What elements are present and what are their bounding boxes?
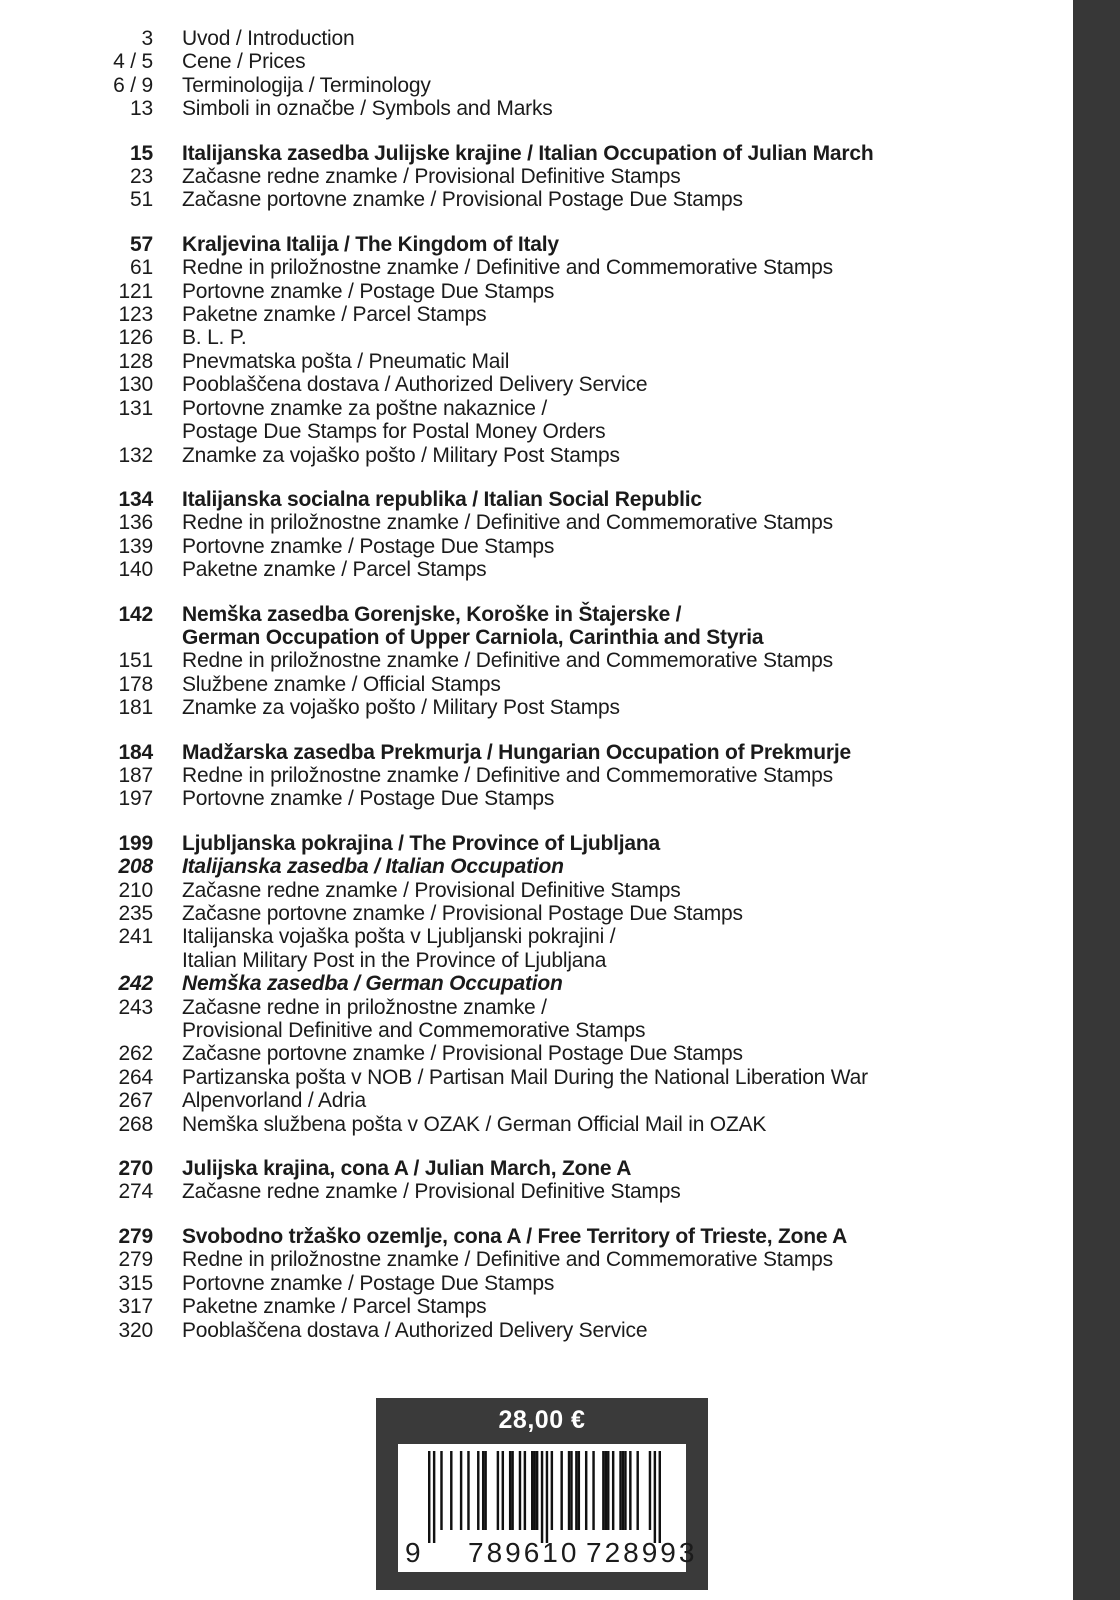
- toc-section-heading-row: [0, 233, 1072, 256]
- page-number: 130: [118, 373, 153, 397]
- entry-title: Nemška zasedba Gorenjske, Koroške in Štajerske /: [182, 602, 682, 626]
- page-number: 131: [118, 396, 153, 420]
- entry-title: Simboli in označbe / Symbols and Marks: [182, 97, 553, 121]
- page-number: 268: [118, 1112, 153, 1136]
- isbn-digits-right: 728993: [586, 1537, 698, 1568]
- entry-title: Nemška zasedba / German Occupation: [182, 972, 563, 996]
- page-number: 13: [130, 97, 153, 121]
- entry-title: Redne in priložnostne znamke / Definitive and Commemorative Stamps: [182, 511, 833, 535]
- page-number: 4 / 5: [113, 50, 153, 74]
- toc-entry-row: [0, 1019, 1072, 1042]
- toc-entry-row: [0, 397, 1072, 420]
- page-number: 15: [130, 141, 153, 165]
- entry-title: Paketne znamke / Parcel Stamps: [182, 303, 487, 327]
- toc-entry-row: [0, 165, 1072, 188]
- page-number: 317: [118, 1295, 153, 1319]
- toc-entry-row: [0, 949, 1072, 972]
- toc-section: [0, 603, 1072, 720]
- toc-section: [0, 832, 1072, 1136]
- toc-section: [0, 1225, 1072, 1342]
- entry-title: Pooblaščena dostava / Authorized Delivery Service: [182, 1318, 648, 1342]
- entry-title: Italijanska zasedba / Italian Occupation: [182, 855, 564, 879]
- entry-title: Italijanska socialna republika / Italian Social Republic: [182, 487, 702, 511]
- toc-entry-row: [0, 535, 1072, 558]
- toc-entry-row: [0, 1042, 1072, 1065]
- toc-entry-row: [0, 1089, 1072, 1112]
- price-barcode-block: [376, 1398, 708, 1590]
- entry-title: Portovne znamke / Postage Due Stamps: [182, 279, 555, 303]
- isbn-digit-first: 9: [405, 1537, 421, 1568]
- page-number: 235: [118, 902, 153, 925]
- entry-title: Ljubljanska pokrajina / The Province of Ljubljana: [182, 831, 660, 855]
- page-number: 184: [118, 740, 153, 764]
- entry-title: Začasne redne znamke / Provisional Definitive Stamps: [182, 878, 681, 902]
- toc-entry-row: [0, 1295, 1072, 1318]
- toc-entry-row: [0, 74, 1072, 97]
- page-number: 57: [130, 232, 153, 256]
- page-number: 134: [118, 487, 153, 511]
- toc-entry-row: [0, 1113, 1072, 1136]
- entry-title: Portovne znamke / Postage Due Stamps: [182, 1271, 555, 1295]
- toc-section: [0, 142, 1072, 212]
- toc-entry-row: [0, 1066, 1072, 1089]
- toc-section-heading-row: [0, 832, 1072, 855]
- toc-entry-row: [0, 673, 1072, 696]
- page-number: 187: [118, 763, 153, 787]
- entry-title: Pooblaščena dostava / Authorized Delivery Service: [182, 373, 648, 397]
- barcode-panel: [398, 1444, 698, 1572]
- entry-title: Portovne znamke / Postage Due Stamps: [182, 787, 555, 811]
- page-number: 23: [130, 165, 153, 189]
- page-edge-bar: [1073, 0, 1120, 1600]
- toc-entry-row: [0, 1319, 1072, 1342]
- toc-section-heading-row: [0, 1225, 1072, 1248]
- page-number: 274: [118, 1180, 153, 1204]
- entry-title: Partizanska pošta v NOB / Partisan Mail During the National Liberation War: [182, 1065, 868, 1089]
- entry-title: Pnevmatska pošta / Pneumatic Mail: [182, 349, 510, 373]
- page-number: 320: [118, 1318, 153, 1342]
- toc-entry-row: [0, 50, 1072, 73]
- toc-section: [0, 233, 1072, 467]
- toc-entry-row: [0, 1180, 1072, 1203]
- page-number: 270: [118, 1157, 153, 1181]
- toc-entry-row: [0, 925, 1072, 948]
- page-number: 3: [141, 27, 153, 50]
- page-number: 140: [118, 558, 153, 582]
- page-number: 241: [118, 925, 153, 949]
- entry-title: Alpenvorland / Adria: [182, 1089, 366, 1113]
- entry-title: Začasne redne in priložnostne znamke /: [182, 995, 547, 1019]
- entry-title: Postage Due Stamps for Postal Money Orders: [182, 420, 606, 444]
- entry-title: Italian Military Post in the Province of Ljubljana: [182, 948, 607, 972]
- entry-title: Svobodno tržaško ozemlje, cona A / Free Territory of Trieste, Zone A: [182, 1224, 848, 1248]
- page-number: 279: [118, 1224, 153, 1248]
- entry-title: Redne in priložnostne znamke / Definitive and Commemorative Stamps: [182, 649, 833, 673]
- toc-entry-row: [0, 444, 1072, 467]
- isbn-digits-left: 789610: [468, 1537, 580, 1568]
- entry-title: Začasne portovne znamke / Provisional Postage Due Stamps: [182, 188, 743, 212]
- page-number: 178: [118, 672, 153, 696]
- page-number: 128: [118, 349, 153, 373]
- entry-title: German Occupation of Upper Carniola, Carinthia and Styria: [182, 625, 764, 649]
- toc-section-heading-row: [0, 488, 1072, 511]
- entry-title: Uvod / Introduction: [182, 27, 355, 50]
- toc-entry-row: [0, 649, 1072, 672]
- toc-section: [0, 27, 1072, 121]
- page-number: 243: [118, 995, 153, 1019]
- toc-section: [0, 741, 1072, 811]
- toc-subheading-row: [0, 855, 1072, 878]
- toc-section-heading-row: [0, 741, 1072, 764]
- page-number: 142: [118, 602, 153, 626]
- toc-entry-row: [0, 996, 1072, 1019]
- entry-title: Italijanska zasedba Julijske krajine / Italian Occupation of Julian March: [182, 141, 874, 165]
- page-number: 51: [130, 188, 153, 212]
- entry-title: Cene / Prices: [182, 50, 306, 74]
- toc-section-heading-row: [0, 142, 1072, 165]
- toc-section-heading-row: [0, 626, 1072, 649]
- entry-title: Paketne znamke / Parcel Stamps: [182, 558, 487, 582]
- toc-section: [0, 488, 1072, 582]
- toc-entry-row: [0, 256, 1072, 279]
- page-number: 264: [118, 1065, 153, 1089]
- page-number: 132: [118, 443, 153, 467]
- page-number: 279: [118, 1248, 153, 1272]
- page-number: 242: [118, 972, 153, 996]
- page-number: 197: [118, 787, 153, 811]
- toc-section: [0, 1157, 1072, 1204]
- entry-title: Terminologija / Terminology: [182, 73, 431, 97]
- toc-entry-row: [0, 787, 1072, 810]
- toc-entry-row: [0, 764, 1072, 787]
- entry-title: Službene znamke / Official Stamps: [182, 672, 501, 696]
- page-number: 181: [118, 696, 153, 720]
- toc-entry-row: [0, 326, 1072, 349]
- entry-title: Začasne portovne znamke / Provisional Postage Due Stamps: [182, 1042, 743, 1066]
- page-number: 151: [118, 649, 153, 673]
- entry-title: Začasne redne znamke / Provisional Definitive Stamps: [182, 165, 681, 189]
- entry-title: Začasne redne znamke / Provisional Definitive Stamps: [182, 1180, 681, 1204]
- entry-title: Paketne znamke / Parcel Stamps: [182, 1295, 487, 1319]
- toc-entry-row: [0, 373, 1072, 396]
- entry-title: Portovne znamke / Postage Due Stamps: [182, 534, 555, 558]
- entry-title: Madžarska zasedba Prekmurja / Hungarian Occupation of Prekmurje: [182, 740, 851, 764]
- toc-entry-row: [0, 280, 1072, 303]
- entry-title: Znamke za vojaško pošto / Military Post Stamps: [182, 443, 620, 467]
- entry-title: Začasne portovne znamke / Provisional Postage Due Stamps: [182, 902, 743, 925]
- page-number: 126: [118, 326, 153, 350]
- ean13-barcode: [428, 1451, 661, 1543]
- toc-entry-row: [0, 303, 1072, 326]
- toc-entry-row: [0, 696, 1072, 719]
- toc-entry-row: [0, 879, 1072, 902]
- entry-title: Redne in priložnostne znamke / Definitive and Commemorative Stamps: [182, 1248, 833, 1272]
- entry-title: Redne in priložnostne znamke / Definitive and Commemorative Stamps: [182, 763, 833, 787]
- entry-title: Julijska krajina, cona A / Julian March, Zone A: [182, 1157, 632, 1181]
- entry-title: Portovne znamke za poštne nakaznice /: [182, 396, 547, 420]
- toc-entry-row: [0, 902, 1072, 925]
- entry-title: Kraljevina Italija / The Kingdom of Italy: [182, 232, 559, 256]
- entry-title: Nemška službena pošta v OZAK / German Official Mail in OZAK: [182, 1112, 767, 1136]
- page-number: 136: [118, 511, 153, 535]
- page-number: 121: [118, 279, 153, 303]
- toc-entry-row: [0, 97, 1072, 120]
- toc-entry-row: [0, 1248, 1072, 1271]
- page-number: 208: [118, 855, 153, 879]
- entry-title: Redne in priložnostne znamke / Definitive and Commemorative Stamps: [182, 256, 833, 280]
- entry-title: Znamke za vojaško pošto / Military Post Stamps: [182, 696, 620, 720]
- page-number: 210: [118, 878, 153, 902]
- toc-subheading-row: [0, 972, 1072, 995]
- entry-title: Italijanska vojaška pošta v Ljubljanski pokrajini /: [182, 925, 616, 949]
- price-label: 28,00 €: [498, 1406, 586, 1434]
- toc-entry-row: [0, 511, 1072, 534]
- page-number: 139: [118, 534, 153, 558]
- toc-entry-row: [0, 27, 1072, 50]
- page-number: 199: [118, 831, 153, 855]
- toc-entry-row: [0, 1272, 1072, 1295]
- entry-title: Provisional Definitive and Commemorative Stamps: [182, 1019, 646, 1043]
- toc-entry-row: [0, 188, 1072, 211]
- page-number: 267: [118, 1089, 153, 1113]
- page-number: 6 / 9: [113, 73, 153, 97]
- toc-entry-row: [0, 350, 1072, 373]
- toc-section-heading-row: [0, 1157, 1072, 1180]
- toc-section-heading-row: [0, 603, 1072, 626]
- toc-entry-row: [0, 558, 1072, 581]
- page-number: 262: [118, 1042, 153, 1066]
- toc-entry-row: [0, 420, 1072, 443]
- entry-title: B. L. P.: [182, 326, 247, 350]
- page-number: 123: [118, 303, 153, 327]
- page-number: 61: [130, 256, 153, 280]
- page-number: 315: [118, 1271, 153, 1295]
